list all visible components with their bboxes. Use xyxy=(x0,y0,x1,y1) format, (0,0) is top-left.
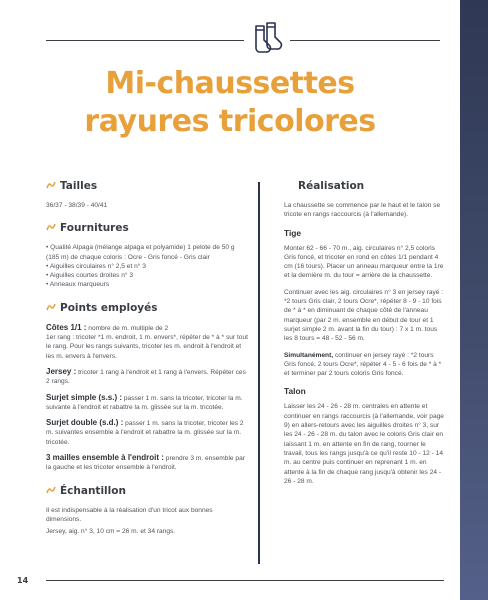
tailles-title: Tailles xyxy=(60,180,98,192)
squiggle-icon xyxy=(46,180,56,190)
page-edge-band xyxy=(460,0,488,600)
jersey-name: Jersey : xyxy=(46,366,77,376)
trois-mailles-block xyxy=(46,453,248,473)
surjet-simple-name: Surjet simple (s.s.) : xyxy=(46,392,123,402)
fournitures-title: Fournitures xyxy=(60,222,129,235)
footer-rule xyxy=(46,580,444,581)
jersey-text: tricoter 1 rang à l'endroit et 1 rang à l'envers. Répéter ces 2 rangs. xyxy=(46,368,246,386)
squiggle-icon xyxy=(46,222,56,232)
list-item: • Qualité Alpaga (mélange alpaga et polyamide) 1 pelote de 50 g (185 m) de chaque coloris : Ocre - Gris foncé - Gris clair xyxy=(46,244,235,261)
tailles-text: 36/37 - 38/39 - 40/41 xyxy=(46,202,108,209)
fournitures-list xyxy=(46,243,248,289)
tige-heading: Tige xyxy=(284,227,302,238)
surjet-double-name: Surjet double (s.d.) : xyxy=(46,418,124,428)
page-title-line-2: rayures tricolores xyxy=(84,104,376,139)
left-column xyxy=(46,176,248,537)
surjet-double-block xyxy=(46,418,248,447)
realisation-heading xyxy=(284,176,444,192)
trois-mailles-text: prendre 3 m. ensemble par la gauche et les tricoter ensemble à l'endroit. xyxy=(46,455,245,472)
tailles-heading xyxy=(46,176,248,192)
surjet-simple-block xyxy=(46,393,248,413)
squiggle-icon xyxy=(46,302,56,312)
squiggle-icon xyxy=(46,485,56,495)
page-number: 14 xyxy=(17,576,29,585)
cotes-rang-text: 1er rang : tricoter *1 m. endroit, 1 m. envers*, répéter de * à * sur tout le rang. Pour les rangs suivants, tricoter les m. endroit à l'endroit et les m. envers à l'envers. xyxy=(46,334,248,360)
jersey-block xyxy=(46,367,248,387)
tige-paragraph-1: Monter 62 - 66 - 70 m., aig. circulaires n° 2,5 coloris Gris foncé, et tricoter en rond en côtes 1/1 pendant 4 cm (16 tours). Placer un anneau marqueur entre la 1re et la dernière m. du tour = arrière de la chaussette. xyxy=(284,244,444,280)
echantillon-text-2: Jersey, aig. n° 3, 10 cm = 26 m. et 34 rangs. xyxy=(46,528,176,536)
tige-paragraph-2: Continuer avec les aig. circulaires n° 3 en jersey rayé : *2 tours Gris clair, 2 tours Ocre*, répéter 8 - 9 - 10 fois de * à * en diminuant de chaque côté de l'anneau marqueur (par 2 m. ensemble en début de tour et 1 surjet simple 2 m. avant la fin du tour) : 7 x 1 m. tous les 8 tours = 48 - 52 - 56 m. xyxy=(284,288,444,343)
header-rule-left xyxy=(46,40,244,41)
socks-icon xyxy=(247,20,287,60)
tige-simultanement xyxy=(284,351,444,379)
simultanement-label: Simultanément, xyxy=(284,351,334,359)
realisation-intro: La chaussette se commence par le haut et le talon se tricote en rangs raccourcis (à l'allemande). xyxy=(284,202,441,219)
simultanement-text: continuer en jersey rayé : *2 tours Gris foncé, 2 tours Ocre*, répéter 4 - 5 - 6 fois de * à * et terminer par 2 tours coloris Gris foncé. xyxy=(284,351,442,378)
list-item: • Anneaux marqueurs xyxy=(46,281,110,289)
list-item: • Aiguilles circulaires n° 2,5 et n° 3 xyxy=(46,262,146,270)
talon-paragraph-1: Laisser les 24 - 26 - 28 m. centrales en attente et continuer en rangs raccourcis (à l'allemande, voir page 9) en allers-retours avec les aiguilles droites n° 3, sur les 24 - 26 - 28 m. du talon avec le coloris Gris clair en laissant 1 m. en attente en fin de rang, tourner le travail, tous les rangs jusqu'à ce qu'il reste 10 - 12 - 14 m. au centre puis continuer en reprenant 1 m. en attente à la fin de chaque rang jusqu'à obtenir les 24 - 26 - 28 m. xyxy=(284,403,444,485)
list-item: • Aiguilles courtes droites n° 3 xyxy=(46,272,134,280)
header-rule-right xyxy=(290,40,440,41)
cotes-text: nombre de m. multiple de 2 xyxy=(86,324,169,332)
cotes-block xyxy=(46,323,248,361)
points-heading xyxy=(46,298,248,314)
trois-mailles-name: 3 mailles ensemble à l'endroit : xyxy=(46,453,164,463)
talon-heading: Talon xyxy=(284,386,306,397)
surjet-double-text: passer 1 m. sans la tricoter, tricoter les 2 m. suivantes ensemble à l'endroit et rabattre la m. glissée sur la m. tricotée. xyxy=(46,420,244,446)
page-title-line-1: Mi-chaussettes xyxy=(105,66,355,101)
echantillon-title: Échantillon xyxy=(60,484,126,497)
column-divider xyxy=(258,182,260,564)
points-title: Points employés xyxy=(60,301,158,314)
realisation-title: Réalisation xyxy=(298,180,365,192)
echantillon-text-1: Il est indispensable à la réalisation d'un tricot aux bonnes dimensions. xyxy=(46,506,213,523)
cotes-name: Côtes 1/1 : xyxy=(46,322,87,332)
fournitures-heading xyxy=(46,218,248,234)
surjet-simple-text: passer 1 m. sans la tricoter, tricoter la m. suivante à l'endroit et rabattre la m. glissée sur la m. tricotée. xyxy=(46,394,243,411)
echantillon-heading xyxy=(46,481,248,497)
right-column xyxy=(284,176,444,486)
